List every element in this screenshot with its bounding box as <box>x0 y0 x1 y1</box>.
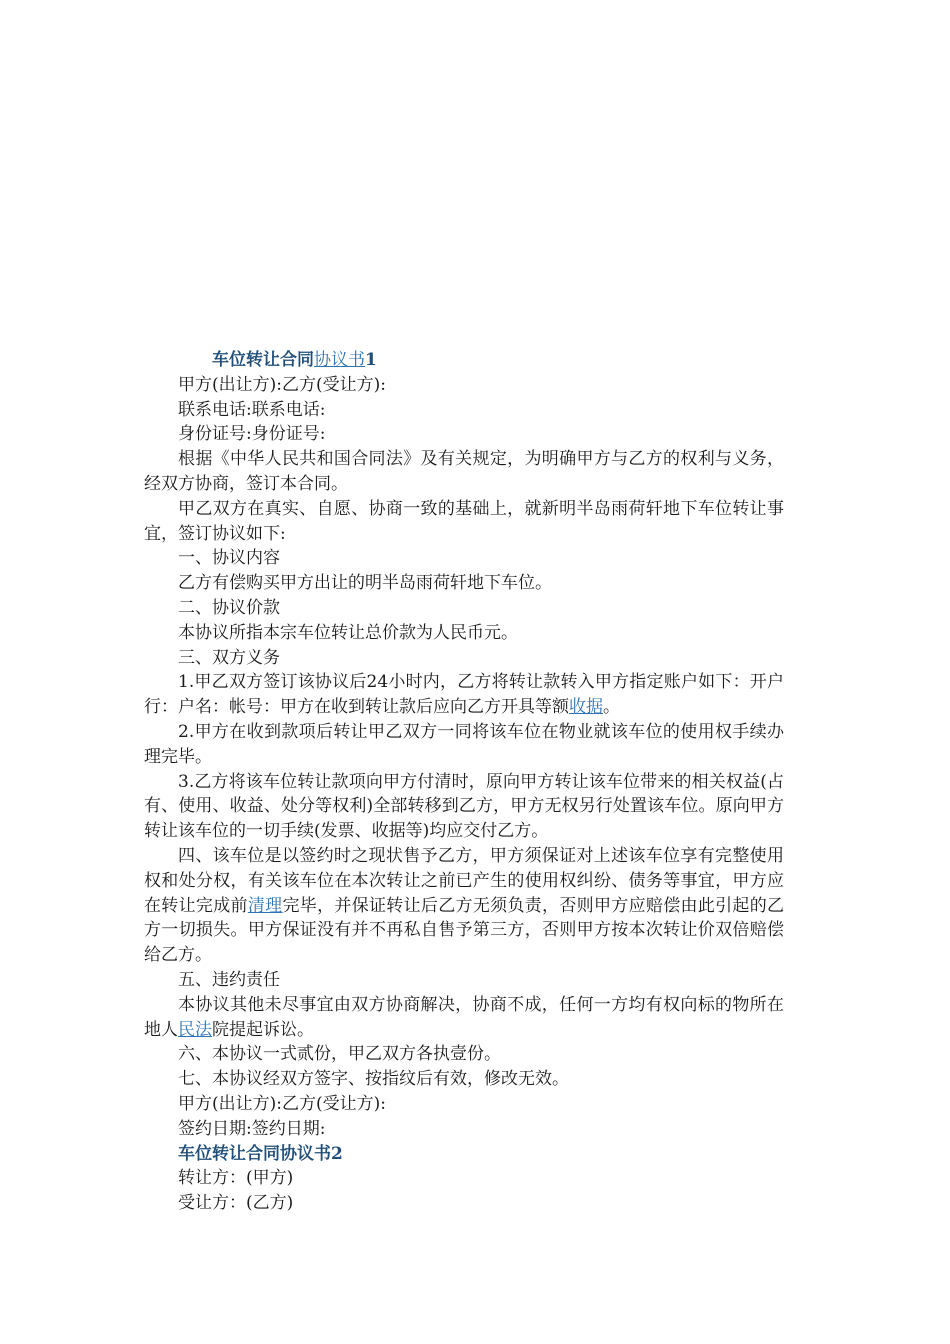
transferee-line: 受让方：(乙方) <box>178 1193 294 1214</box>
section4-paragraph <box>144 844 784 968</box>
section2-text: 本协议所指本宗车位转让总价款为人民币元。 <box>178 622 518 643</box>
section3-item3: 3.乙方将该车位转让款项向甲方付清时，原向甲方转让该车位带来的相关权益(占有、使用、收益、处分等权利)全部转移到乙方，甲方无权另行处置该车位。原向甲方转让该车位的一切手续(发票、收据等)均应交付乙方。 <box>144 771 784 842</box>
section5-text: 本协议其他未尽事宜由双方协商解决，协商不成，任何一方均有权向标的物所在地人 <box>144 994 784 1040</box>
section7-line: 七、本协议经双方签字、按指纹后有效，修改无效。 <box>178 1069 569 1090</box>
phones-line: 联系电话:联系电话: <box>178 399 326 420</box>
contract1-title <box>144 348 784 373</box>
sign-parties-line: 甲方(出让方):乙方(受让方): <box>178 1093 386 1114</box>
section1-text: 乙方有偿购买甲方出让的明半岛雨荷轩地下车位。 <box>178 573 552 594</box>
section3-item1-end: 。 <box>603 697 620 718</box>
section3-heading: 三、双方义务 <box>178 647 280 668</box>
title-main: 车位转让合同 <box>212 350 314 370</box>
section3-item2: 2.甲方在收到款项后转让甲乙双方一同将该车位在物业就该车位的使用权手续办理完毕。 <box>144 721 784 767</box>
section2-heading: 二、协议价款 <box>178 597 280 618</box>
document-page <box>144 348 784 1216</box>
title-number: 1 <box>365 350 377 370</box>
section3-item1-text: 1.甲乙双方签订该协议后24小时内，乙方将转让款转入甲方指定账户如下：开户行：户名：帐号：甲方在收到转让款后应向乙方开具等额 <box>144 672 784 718</box>
sign-dates-line: 签约日期:签约日期: <box>178 1118 326 1139</box>
section6-line: 六、本协议一式贰份，甲乙双方各执壹份。 <box>178 1044 501 1065</box>
transferor-line: 转让方：(甲方) <box>178 1168 294 1189</box>
contract2-title: 车位转让合同协议书2 <box>178 1143 343 1164</box>
section3-item1 <box>144 670 784 720</box>
parties-line: 甲方(出让方):乙方(受让方): <box>178 374 386 395</box>
civil-law-link[interactable]: 民法 <box>178 1019 212 1040</box>
intro-paragraph: 根据《中华人民共和国合同法》及有关规定，为明确甲方与乙方的权利与义务，经双方协商，签订本合同。 <box>144 449 784 494</box>
section1-heading: 一、协议内容 <box>178 548 280 569</box>
clearance-link[interactable]: 清理 <box>247 895 283 916</box>
section5-heading: 五、违约责任 <box>178 969 280 990</box>
section5-text-end: 院提起诉讼。 <box>212 1019 314 1040</box>
intro2-paragraph: 甲乙双方在真实、自愿、协商一致的基础上，就新明半岛雨荷轩地下车位转让事宜，签订协议如下: <box>144 498 784 544</box>
receipt-link[interactable]: 收据 <box>569 697 603 718</box>
section4-text: 四、该车位是以签约时之现状售予乙方，甲方须保证对上述该车位享有完整使用权和处分权，有关该车位在本次转让之前已产生的使用权纠纷、债务等事宜，甲方应在转让完成前 <box>144 845 784 916</box>
section4-text-end: 完毕，并保证转让后乙方无须负责，否则甲方应赔偿由此引起的乙方一切损失。甲方保证没有并不再私自售予第三方，否则甲方按本次转让价双倍赔偿给乙方。 <box>144 895 785 966</box>
section5-paragraph <box>144 993 784 1043</box>
title-link-agreement[interactable]: 协议书 <box>314 350 365 370</box>
ids-line: 身份证号:身份证号: <box>178 424 326 445</box>
